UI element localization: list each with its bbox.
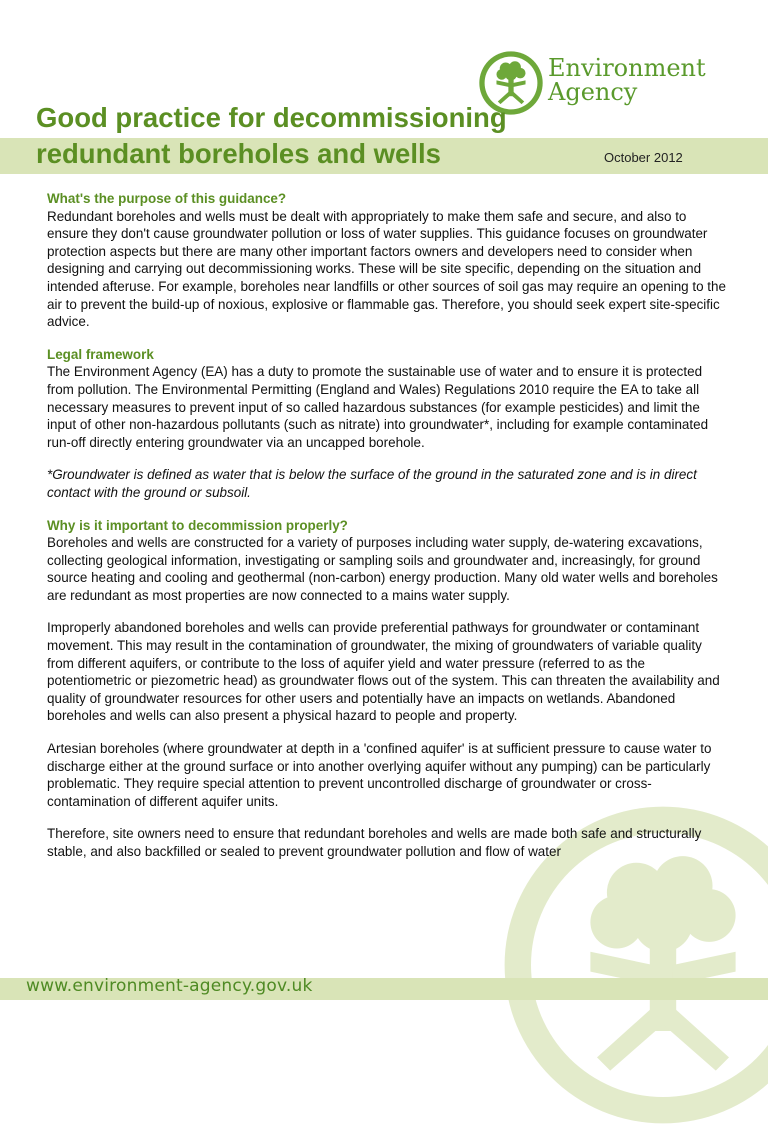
section-why-decommission [47, 517, 727, 605]
title-line-1: Good practice for decommissioning [36, 102, 507, 133]
logo-line-2: Agency [548, 78, 638, 106]
section-heading: Why is it important to decommission properly? [47, 517, 348, 533]
section-legal-framework [47, 346, 727, 452]
section-heading: Legal framework [47, 346, 154, 362]
logo-line-1: Environment [548, 54, 706, 82]
paragraph: Improperly abandoned boreholes and wells can provide preferential pathways for groundwater or contaminant movement. This may result in the contamination of groundwater, the mixing of groundwaters of variable quality from different aquifers, or contribute to the loss of aquifer yield and water pressure (referred to as the potentiometric or piezometric head) as groundwater flows out of the system. This can threaten the availability and quality of groundwater resources for other users and potentially have an impacts on wetlands. Abandoned boreholes and wells can also present a physical hazard to people and property. [47, 620, 720, 724]
environment-agency-logo [478, 50, 738, 120]
paragraph: Artesian boreholes (where groundwater at depth in a 'confined aquifer' is at sufficient pressure to cause water to discharge either at the ground surface or into another overlying aquifer without any pumping) can be particularly problematic. They require special attention to prevent uncontrolled discharge of groundwater or cross-contamination of different aquifer units. [47, 741, 712, 809]
paragraph: Therefore, site owners need to ensure that redundant boreholes and wells are made both safe and structurally stable, and also backfilled or sealed to prevent groundwater pollution and flow of water [47, 826, 702, 859]
paragraph: The Environment Agency (EA) has a duty to promote the sustainable use of water and to ensure it is protected from pollution. The Environmental Permitting (England and Wales) Regulations 2010 require the EA to take all necessary measures to prevent input of so called hazardous substances (for example pesticides) and limit the input of other non-hazardous pollutants (such as nitrate) into groundwater*, including for example contaminated run-off directly entering groundwater via an uncapped borehole. [47, 364, 709, 450]
logo-text [548, 56, 706, 104]
page-title [36, 100, 507, 172]
groundwater-definition-note: *Groundwater is defined as water that is below the surface of the ground in the saturated zone and is in direct contact with the ground or subsoil. [47, 467, 697, 500]
publication-date: October 2012 [604, 150, 683, 165]
footer-website-link[interactable]: www.environment-agency.gov.uk [26, 976, 313, 996]
paragraph: Boreholes and wells are constructed for a variety of purposes including water supply, de-watering excavations, collecting geological information, investigating or sampling soils and groundwater and, increasingly, for ground source heating and cooling and geothermal (non-carbon) energy production. Many old water wells and boreholes are redundant as most properties are now connected to a mains water supply. [47, 535, 718, 603]
title-line-2: redundant boreholes and wells [36, 138, 441, 169]
section-heading: What's the purpose of this guidance? [47, 191, 287, 206]
section-purpose [47, 190, 727, 331]
document-body [47, 190, 727, 876]
paragraph: Redundant boreholes and wells must be dealt with appropriately to make them safe and secure, and also to ensure they don't cause groundwater pollution or loss of water supplies. This guidance focuses on groundwater protection aspects but there are many other important factors owners and developers need to consider when designing and carrying out decommissioning works. These will be site specific, depending on the situation and intended afteruse. For example, boreholes near landfills or other sources of soil gas may require an opening to the air to prevent the build-up of noxious, explosive or flammable gas. Therefore, you should seek expert site-specific advice. [47, 208, 726, 330]
